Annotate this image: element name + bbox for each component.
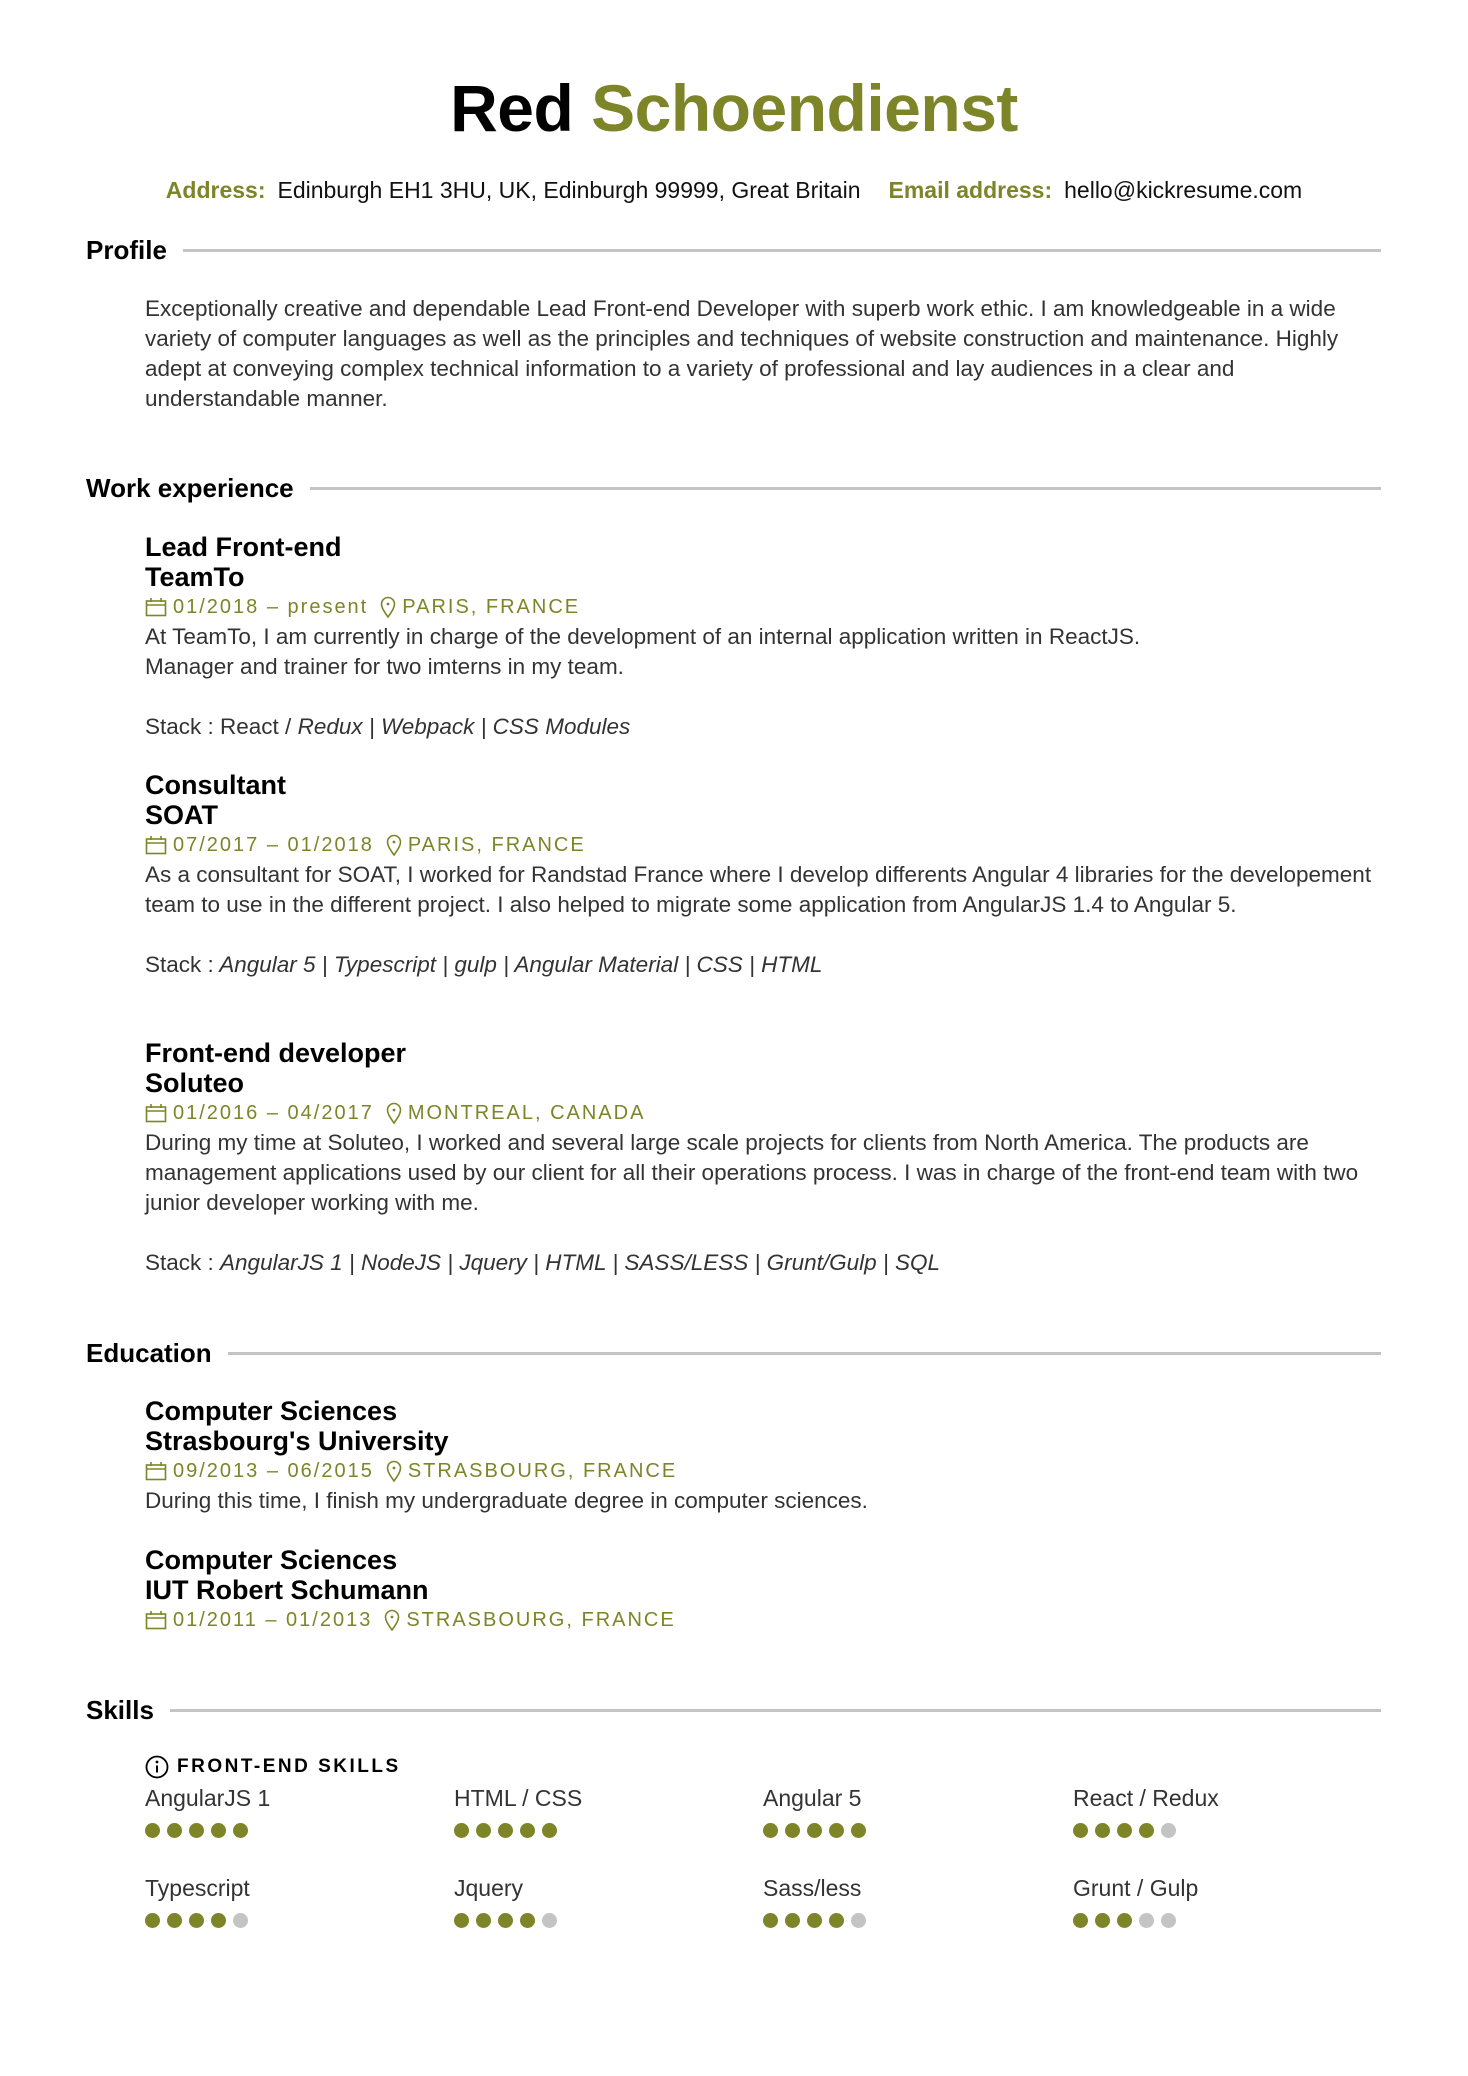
school-name: Strasbourg's University [145, 1426, 449, 1456]
location-pin-icon [384, 1609, 400, 1631]
skill-item [454, 1783, 754, 1838]
rating-dot-filled [211, 1913, 226, 1928]
skill-category [145, 1755, 401, 1779]
rating-dot-filled [1095, 1913, 1110, 1928]
section-divider [183, 249, 1381, 252]
job-title: Consultant [145, 770, 286, 800]
entry-location: PARIS, FRANCE [407, 834, 586, 856]
entry-stack [145, 1248, 1385, 1278]
rating-dot-filled [498, 1823, 513, 1838]
entry-meta [145, 1605, 1385, 1635]
skill-name: Jquery [454, 1875, 524, 1901]
rating-dot-filled [1095, 1823, 1110, 1838]
rating-dot-filled [167, 1913, 182, 1928]
rating-dot-filled [763, 1823, 778, 1838]
skill-name: Typescript [145, 1875, 250, 1901]
rating-dot-filled [1117, 1823, 1132, 1838]
skill-item [763, 1783, 1063, 1838]
skill-name: AngularJS 1 [145, 1785, 271, 1811]
calendar-icon [145, 597, 167, 617]
skill-item [763, 1873, 1063, 1928]
skill-rating [454, 1823, 754, 1838]
section-divider [228, 1352, 1381, 1355]
entry-dates: 01/2016 – 04/2017 [173, 1102, 374, 1124]
rating-dot-empty [1139, 1913, 1154, 1928]
skill-rating [145, 1913, 445, 1928]
skill-name: HTML / CSS [454, 1785, 583, 1811]
rating-dot-filled [785, 1913, 800, 1928]
entry-dates: 01/2018 – present [173, 596, 369, 618]
rating-dot-filled [145, 1913, 160, 1928]
skill-rating [763, 1913, 1063, 1928]
rating-dot-empty [1161, 1823, 1176, 1838]
entry-meta [145, 1456, 1385, 1486]
entry-meta [145, 592, 1385, 622]
calendar-icon [145, 835, 167, 855]
skill-rating [1073, 1823, 1373, 1838]
stack-items: AngularJS 1 | NodeJS | Jquery | HTML | SASS/LESS | Grunt/Gulp | SQL [220, 1250, 940, 1275]
degree-title: Computer Sciences [145, 1396, 398, 1426]
skill-name: Angular 5 [763, 1785, 862, 1811]
education-entry [145, 1396, 1385, 1516]
skill-item [1073, 1873, 1373, 1928]
info-icon [145, 1755, 169, 1779]
degree-title: Computer Sciences [145, 1545, 398, 1575]
entry-location: PARIS, FRANCE [402, 596, 581, 618]
stack-label: Stack : [145, 1250, 221, 1275]
entry-meta [145, 1098, 1385, 1128]
rating-dot-filled [498, 1913, 513, 1928]
stack-items: Redux | Webpack | CSS Modules [291, 714, 631, 739]
entry-dates: 01/2011 – 01/2013 [173, 1609, 373, 1631]
skill-item [145, 1783, 445, 1838]
entry-meta [145, 830, 1385, 860]
location-pin-icon [380, 596, 396, 618]
stack-items: Angular 5 | Typescript | gulp | Angular Material | CSS | HTML [213, 952, 823, 977]
skill-name: React / Redux [1073, 1785, 1219, 1811]
work-entry [145, 1038, 1385, 1278]
section-education-heading [86, 1337, 1381, 1369]
rating-dot-filled [807, 1823, 822, 1838]
address-value: Edinburgh EH1 3HU, UK, Edinburgh 99999, Great Britain [277, 177, 861, 203]
calendar-icon [145, 1103, 167, 1123]
rating-dot-filled [1117, 1913, 1132, 1928]
stack-label: Stack : React / [145, 714, 292, 739]
skill-item [1073, 1783, 1373, 1838]
rating-dot-filled [829, 1823, 844, 1838]
job-title: Lead Front-end [145, 532, 342, 562]
rating-dot-filled [454, 1913, 469, 1928]
section-divider [310, 487, 1381, 490]
rating-dot-filled [211, 1823, 226, 1838]
entry-description-line: As a consultant for SOAT, I worked for Randstad France where I develop differents Angular 4 libraries for the developement team to use in the different project. I also helped to migrate some application from AngularJS 1.4 to Angular 5. [145, 862, 1372, 917]
skill-rating [145, 1823, 445, 1838]
rating-dot-filled [233, 1823, 248, 1838]
skill-rating [454, 1913, 754, 1928]
entry-dates: 09/2013 – 06/2015 [173, 1460, 374, 1482]
rating-dot-filled [1073, 1823, 1088, 1838]
company-name: SOAT [145, 800, 218, 830]
skill-name: Grunt / Gulp [1073, 1875, 1199, 1901]
calendar-icon [145, 1461, 167, 1481]
entry-description-line: At TeamTo, I am currently in charge of the development of an internal application written in ReactJS. [145, 624, 1141, 649]
entry-description-line: During my time at Soluteo, I worked and several large scale projects for clients from North America. The products are management applications used by our client for all their operations process. I was in charge of the front-end team with two junior developer working with me. [145, 1130, 1359, 1215]
rating-dot-filled [454, 1823, 469, 1838]
section-title: Profile [86, 234, 167, 265]
entry-location: STRASBOURG, FRANCE [406, 1609, 676, 1631]
skill-item [454, 1873, 754, 1928]
candidate-name [0, 68, 1468, 148]
skill-rating [1073, 1913, 1373, 1928]
skill-rating [763, 1823, 1063, 1838]
education-entry [145, 1545, 1385, 1635]
location-pin-icon [386, 1460, 402, 1482]
skill-name: Sass/less [763, 1875, 862, 1901]
rating-dot-empty [1161, 1913, 1176, 1928]
rating-dot-filled [520, 1913, 535, 1928]
rating-dot-filled [189, 1913, 204, 1928]
rating-dot-filled [829, 1913, 844, 1928]
company-name: TeamTo [145, 562, 245, 592]
email-label: Email address: [888, 177, 1053, 203]
rating-dot-filled [145, 1823, 160, 1838]
rating-dot-empty [542, 1913, 557, 1928]
skill-item [145, 1873, 445, 1928]
entry-location: STRASBOURG, FRANCE [407, 1460, 678, 1482]
rating-dot-empty [233, 1913, 248, 1928]
location-pin-icon [386, 834, 402, 856]
entry-description-line: Manager and trainer for two imterns in my team. [145, 654, 624, 679]
entry-stack [145, 712, 1385, 742]
profile-text: Exceptionally creative and dependable Lead Front-end Developer with superb work ethic. I am knowledgeable in a wide variety of computer languages as well as the principles and techniques of website construction and maintenance. Highly adept at conveying complex technical information to a variety of professional and lay audiences in a clear and understandable manner. [145, 296, 1339, 411]
section-profile-heading [86, 234, 1381, 266]
section-divider [170, 1709, 1381, 1712]
section-title: Work experience [86, 472, 294, 503]
rating-dot-filled [189, 1823, 204, 1838]
entry-location: MONTREAL, CANADA [407, 1102, 646, 1124]
job-title: Front-end developer [145, 1038, 407, 1068]
stack-label: Stack : [145, 952, 214, 977]
rating-dot-filled [785, 1823, 800, 1838]
email-value[interactable]: hello@kickresume.com [1064, 177, 1303, 203]
section-work-heading [86, 472, 1381, 504]
company-name: Soluteo [145, 1068, 244, 1098]
first-name: Red [450, 71, 574, 145]
entry-dates: 07/2017 – 01/2018 [173, 834, 374, 856]
school-name: IUT Robert Schumann [145, 1575, 429, 1605]
rating-dot-filled [542, 1823, 557, 1838]
rating-dot-filled [1073, 1913, 1088, 1928]
rating-dot-filled [520, 1823, 535, 1838]
entry-description: During this time, I finish my undergraduate degree in computer sciences. [145, 1488, 868, 1513]
last-name: Schoendienst [591, 71, 1018, 145]
address-label: Address: [165, 177, 266, 203]
rating-dot-filled [476, 1823, 491, 1838]
work-entry [145, 532, 1385, 742]
calendar-icon [145, 1610, 167, 1630]
section-title: Skills [86, 1694, 154, 1725]
contact-line [0, 175, 1468, 205]
location-pin-icon [386, 1102, 402, 1124]
work-entry [145, 770, 1385, 980]
rating-dot-filled [476, 1913, 491, 1928]
rating-dot-filled [807, 1913, 822, 1928]
rating-dot-filled [851, 1823, 866, 1838]
rating-dot-empty [851, 1913, 866, 1928]
section-skills-heading [86, 1694, 1381, 1726]
entry-stack [145, 950, 1385, 980]
rating-dot-filled [763, 1913, 778, 1928]
rating-dot-filled [167, 1823, 182, 1838]
section-title: Education [86, 1337, 212, 1368]
skill-category-label: FRONT-END SKILLS [177, 1756, 401, 1777]
rating-dot-filled [1139, 1823, 1154, 1838]
